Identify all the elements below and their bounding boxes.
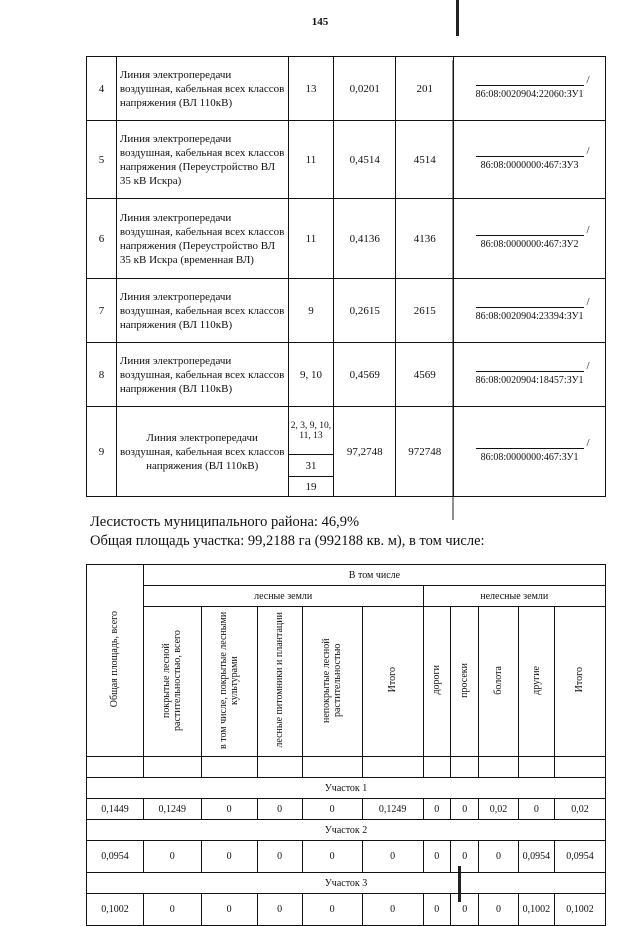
value-cell: 0 xyxy=(423,799,451,820)
object-name: Линия электропередачи воздушная, кабельная всех классов напряжения (ВЛ 110кВ) xyxy=(116,407,288,497)
spacer-cell xyxy=(479,757,518,778)
spacer-cell xyxy=(554,757,605,778)
column-header-text: непокрытые лесной растительностью xyxy=(321,637,344,723)
cadastral-number xyxy=(454,295,605,324)
table-row xyxy=(87,279,606,343)
column-header-text: Итого xyxy=(574,667,586,693)
cadastral-text: 86:08:0000000:467:ЗУ1 xyxy=(480,451,579,463)
spacer-cell xyxy=(518,757,554,778)
column-header xyxy=(143,607,201,757)
value-cell: 0 xyxy=(451,894,479,926)
column-header-text: просеки xyxy=(459,662,471,698)
section-title: Участок 3 xyxy=(87,873,606,894)
value-cell: 0,02 xyxy=(554,799,605,820)
scan-artifact xyxy=(456,0,459,36)
cadastral-number xyxy=(454,436,605,465)
value-cell: 0 xyxy=(143,894,201,926)
area-ha: 0,4569 xyxy=(334,343,396,407)
column-header xyxy=(423,607,451,757)
header-row xyxy=(87,586,606,607)
value-cell: 0,0954 xyxy=(87,841,144,873)
object-name: Линия электропередачи воздушная, кабельная всех классов напряжения (Переустройство ВЛ 35 кВ Искра) xyxy=(116,121,288,199)
forest-cover-text: Лесистость муниципального района: 46,9% xyxy=(90,514,360,530)
area-sqm: 4136 xyxy=(396,199,454,279)
underline-blank xyxy=(476,223,590,236)
column-header xyxy=(518,607,554,757)
slash-mark: / xyxy=(586,144,590,157)
header-nonforest: нелесные земли xyxy=(423,586,605,607)
spacer-cell xyxy=(451,757,479,778)
section-row xyxy=(87,778,606,799)
table-row xyxy=(87,343,606,407)
table-row xyxy=(87,841,606,873)
row-number: 4 xyxy=(87,57,117,121)
column-header xyxy=(451,607,479,757)
slash-mark: / xyxy=(586,359,590,372)
land-composition-table xyxy=(86,564,606,926)
spacer-cell xyxy=(302,757,362,778)
value-cell: 0 xyxy=(302,894,362,926)
underline-blank xyxy=(476,436,590,449)
value-cell: 0,1249 xyxy=(362,799,423,820)
page-number: 145 xyxy=(311,16,329,28)
value-cell: 0 xyxy=(518,799,554,820)
value-cell: 0 xyxy=(302,799,362,820)
underline-blank xyxy=(476,359,590,372)
value-cell: 0 xyxy=(423,841,451,873)
value-cell: 0 xyxy=(362,841,423,873)
cadastral-cell xyxy=(454,279,606,343)
underline-blank xyxy=(476,73,590,86)
slash-mark: / xyxy=(586,295,590,308)
slash-mark: / xyxy=(586,73,590,86)
cadastral-number xyxy=(454,359,605,388)
spacer-row xyxy=(87,757,606,778)
column-header-text: дороги xyxy=(431,665,443,695)
value-cell: 0 xyxy=(201,894,257,926)
column-header-text: болота xyxy=(493,665,505,695)
spacer-cell xyxy=(87,757,144,778)
row-number: 7 xyxy=(87,279,117,343)
section-row xyxy=(87,820,606,841)
row-number: 5 xyxy=(87,121,117,199)
cadastral-cell xyxy=(454,57,606,121)
header-total-text: Общая площадь, всего xyxy=(109,610,121,708)
value-cell: 0 xyxy=(423,894,451,926)
cadastral-number xyxy=(454,223,605,252)
area-ha: 0,0201 xyxy=(334,57,396,121)
value-cell: 0 xyxy=(201,799,257,820)
value-cell: 0,0954 xyxy=(518,841,554,873)
cadastral-number xyxy=(454,144,605,173)
value-cell: 0 xyxy=(362,894,423,926)
value-cell: 0 xyxy=(479,894,518,926)
section-title: Участок 2 xyxy=(87,820,606,841)
part-numbers: 11 xyxy=(288,199,334,279)
value-cell: 0,0954 xyxy=(554,841,605,873)
header-total xyxy=(87,565,144,757)
part-numbers: 9, 10 xyxy=(288,343,334,407)
header-row xyxy=(87,565,606,586)
spacer-cell xyxy=(201,757,257,778)
header-forest: лесные земли xyxy=(143,586,423,607)
area-ha: 0,2615 xyxy=(334,279,396,343)
section-title: Участок 1 xyxy=(87,778,606,799)
cadastral-number xyxy=(454,73,605,102)
value-cell: 0,1449 xyxy=(87,799,144,820)
cadastral-text: 86:08:0000000:467:ЗУ3 xyxy=(480,159,579,171)
value-cell: 0,02 xyxy=(479,799,518,820)
value-cell: 0,1002 xyxy=(518,894,554,926)
part-numbers: 19 xyxy=(288,477,334,497)
column-header xyxy=(257,607,302,757)
underline-blank xyxy=(476,295,590,308)
part-numbers: 2, 3, 9, 10, 11, 13 xyxy=(288,407,334,455)
column-header xyxy=(201,607,257,757)
value-cell: 0 xyxy=(257,841,302,873)
object-name: Линия электропередачи воздушная, кабельная всех классов напряжения (Переустройство ВЛ 35 кВ Искра (временная ВЛ) xyxy=(116,199,288,279)
object-name: Линия электропередачи воздушная, кабельная всех классов напряжения (ВЛ 110кВ) xyxy=(116,279,288,343)
slash-mark: / xyxy=(586,436,590,449)
column-header-text: лесные питомники и плантации xyxy=(274,612,286,748)
part-numbers: 31 xyxy=(288,455,334,477)
cadastral-cell xyxy=(454,407,606,497)
part-numbers: 13 xyxy=(288,57,334,121)
column-header-text: другие xyxy=(530,665,542,695)
table-row xyxy=(87,199,606,279)
cadastral-text: 86:08:0020904:22060:ЗУ1 xyxy=(475,88,584,100)
object-name: Линия электропередачи воздушная, кабельная всех классов напряжения (ВЛ 110кВ) xyxy=(116,343,288,407)
value-cell: 0 xyxy=(257,894,302,926)
cadastral-text: 86:08:0020904:18457:ЗУ1 xyxy=(475,374,584,386)
value-cell: 0 xyxy=(143,841,201,873)
table-row xyxy=(87,799,606,820)
area-ha: 97,2748 xyxy=(334,407,396,497)
row-number: 8 xyxy=(87,343,117,407)
column-header xyxy=(479,607,518,757)
area-sqm: 4514 xyxy=(396,121,454,199)
route-table xyxy=(86,56,606,497)
area-ha: 0,4514 xyxy=(334,121,396,199)
part-numbers: 11 xyxy=(288,121,334,199)
header-row xyxy=(87,607,606,757)
column-header-text: в том числе, покрытые лесными культурами xyxy=(218,611,241,749)
column-header xyxy=(554,607,605,757)
row-number: 6 xyxy=(87,199,117,279)
underline-blank xyxy=(476,144,590,157)
area-ha: 0,4136 xyxy=(334,199,396,279)
table-row xyxy=(87,407,606,455)
spacer-cell xyxy=(423,757,451,778)
area-sqm: 4569 xyxy=(396,343,454,407)
value-cell: 0 xyxy=(302,841,362,873)
cadastral-cell xyxy=(454,343,606,407)
section-row xyxy=(87,873,606,894)
column-header-text: Итого xyxy=(387,667,399,693)
spacer-cell xyxy=(143,757,201,778)
table-row xyxy=(87,894,606,926)
cadastral-text: 86:08:0000000:467:ЗУ2 xyxy=(480,238,579,250)
cadastral-text: 86:08:0020904:23394:ЗУ1 xyxy=(475,310,584,322)
spacer-cell xyxy=(362,757,423,778)
value-cell: 0,1002 xyxy=(554,894,605,926)
value-cell: 0 xyxy=(451,841,479,873)
value-cell: 0 xyxy=(201,841,257,873)
area-sqm: 972748 xyxy=(396,407,454,497)
column-header xyxy=(302,607,362,757)
table-row xyxy=(87,57,606,121)
cadastral-cell xyxy=(454,199,606,279)
spacer-cell xyxy=(257,757,302,778)
slash-mark: / xyxy=(586,223,590,236)
total-area-text: Общая площадь участка: 99,2188 га (992188 кв. м), в том числе: xyxy=(90,533,485,549)
cadastral-cell xyxy=(454,121,606,199)
value-cell: 0,1249 xyxy=(143,799,201,820)
column-header-text: покрытые лесной растительностью, всего xyxy=(161,629,184,731)
row-number: 9 xyxy=(87,407,117,497)
header-including: В том числе xyxy=(143,565,605,586)
object-name: Линия электропередачи воздушная, кабельная всех классов напряжения (ВЛ 110кВ) xyxy=(116,57,288,121)
area-sqm: 201 xyxy=(396,57,454,121)
area-sqm: 2615 xyxy=(396,279,454,343)
part-numbers: 9 xyxy=(288,279,334,343)
value-cell: 0 xyxy=(451,799,479,820)
value-cell: 0,1002 xyxy=(87,894,144,926)
column-header xyxy=(362,607,423,757)
value-cell: 0 xyxy=(479,841,518,873)
value-cell: 0 xyxy=(257,799,302,820)
table-row xyxy=(87,121,606,199)
